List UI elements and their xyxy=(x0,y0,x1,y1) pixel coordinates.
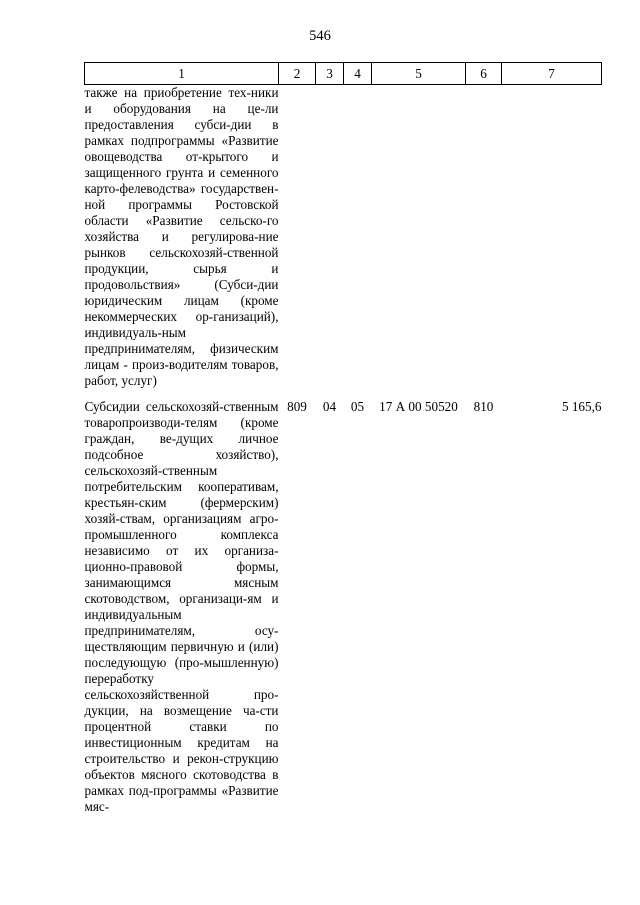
cell-target-article: 17 А 00 50520 xyxy=(379,399,458,414)
cell-expense-type: 810 xyxy=(473,399,494,414)
column-header: 5 xyxy=(372,63,466,85)
cell-subsection: 05 xyxy=(350,399,365,414)
column-header: 2 xyxy=(279,63,316,85)
cell-target-article xyxy=(372,85,466,400)
cell-subsection xyxy=(344,85,372,400)
cell-ministry-code xyxy=(279,85,316,400)
budget-table xyxy=(84,62,602,815)
table-row xyxy=(85,399,602,815)
row-description: также на приобретение тех-ники и оборудования на це-ли предоставления субси-дии в рамках подпрограммы «Развитие овощеводства от-крытого и защищенного грунта и семенного карто-фелеводства» государствен-ной программы Ростовской области «Развитие сельско-го хозяйства и регулирова-ние рынков сельскохозяй-ственной продукции, сырья и продовольствия» (Субси-дии юридическим лицам (кроме некоммерческих ор-ганизаций), индивидуаль-ным предпринимателям, физическим лицам - произ-водителям товаров, работ, услуг) xyxy=(84,85,279,388)
cell-section xyxy=(316,85,344,400)
column-header: 3 xyxy=(316,63,344,85)
row-description-cell xyxy=(85,85,279,400)
table-row xyxy=(85,85,602,400)
cell-amount xyxy=(502,85,602,400)
column-header: 7 xyxy=(502,63,602,85)
row-description: Субсидии сельскохозяй-ственным товаропроизводи-телям (кроме граждан, ве-дущих личное подсобное хозяйство), сельскохозяй-ственным потребительским кооперативам, крестьян-ским (фермерским) хозяй-ствам, организациям агро-промышленного комплекса независимо от их организа-ционно-правовой формы, занимающимся мясным скотоводством, организаци-ям и индивидуальным предпринимателям, осу-ществляющим первичную и (или) последующую (про-мышленную) переработку сельскохозяйственной про-дукции, на возмещение ча-сти процентной ставки по инвестиционным кредитам на строительство и рекон-струкцию объектов мясного скотоводства в рамках под-программы «Развитие мяс- xyxy=(84,399,279,814)
column-header: 1 xyxy=(85,63,279,85)
cell-section: 04 xyxy=(322,399,337,414)
cell-expense-type xyxy=(466,85,502,400)
row-description-cell xyxy=(85,399,279,815)
table-header-row xyxy=(85,63,602,85)
column-header: 4 xyxy=(344,63,372,85)
cell-amount: 5 165,6 xyxy=(561,399,602,414)
page-number: 546 xyxy=(309,28,331,44)
cell-ministry-code: 809 xyxy=(287,399,307,414)
column-header: 6 xyxy=(466,63,502,85)
